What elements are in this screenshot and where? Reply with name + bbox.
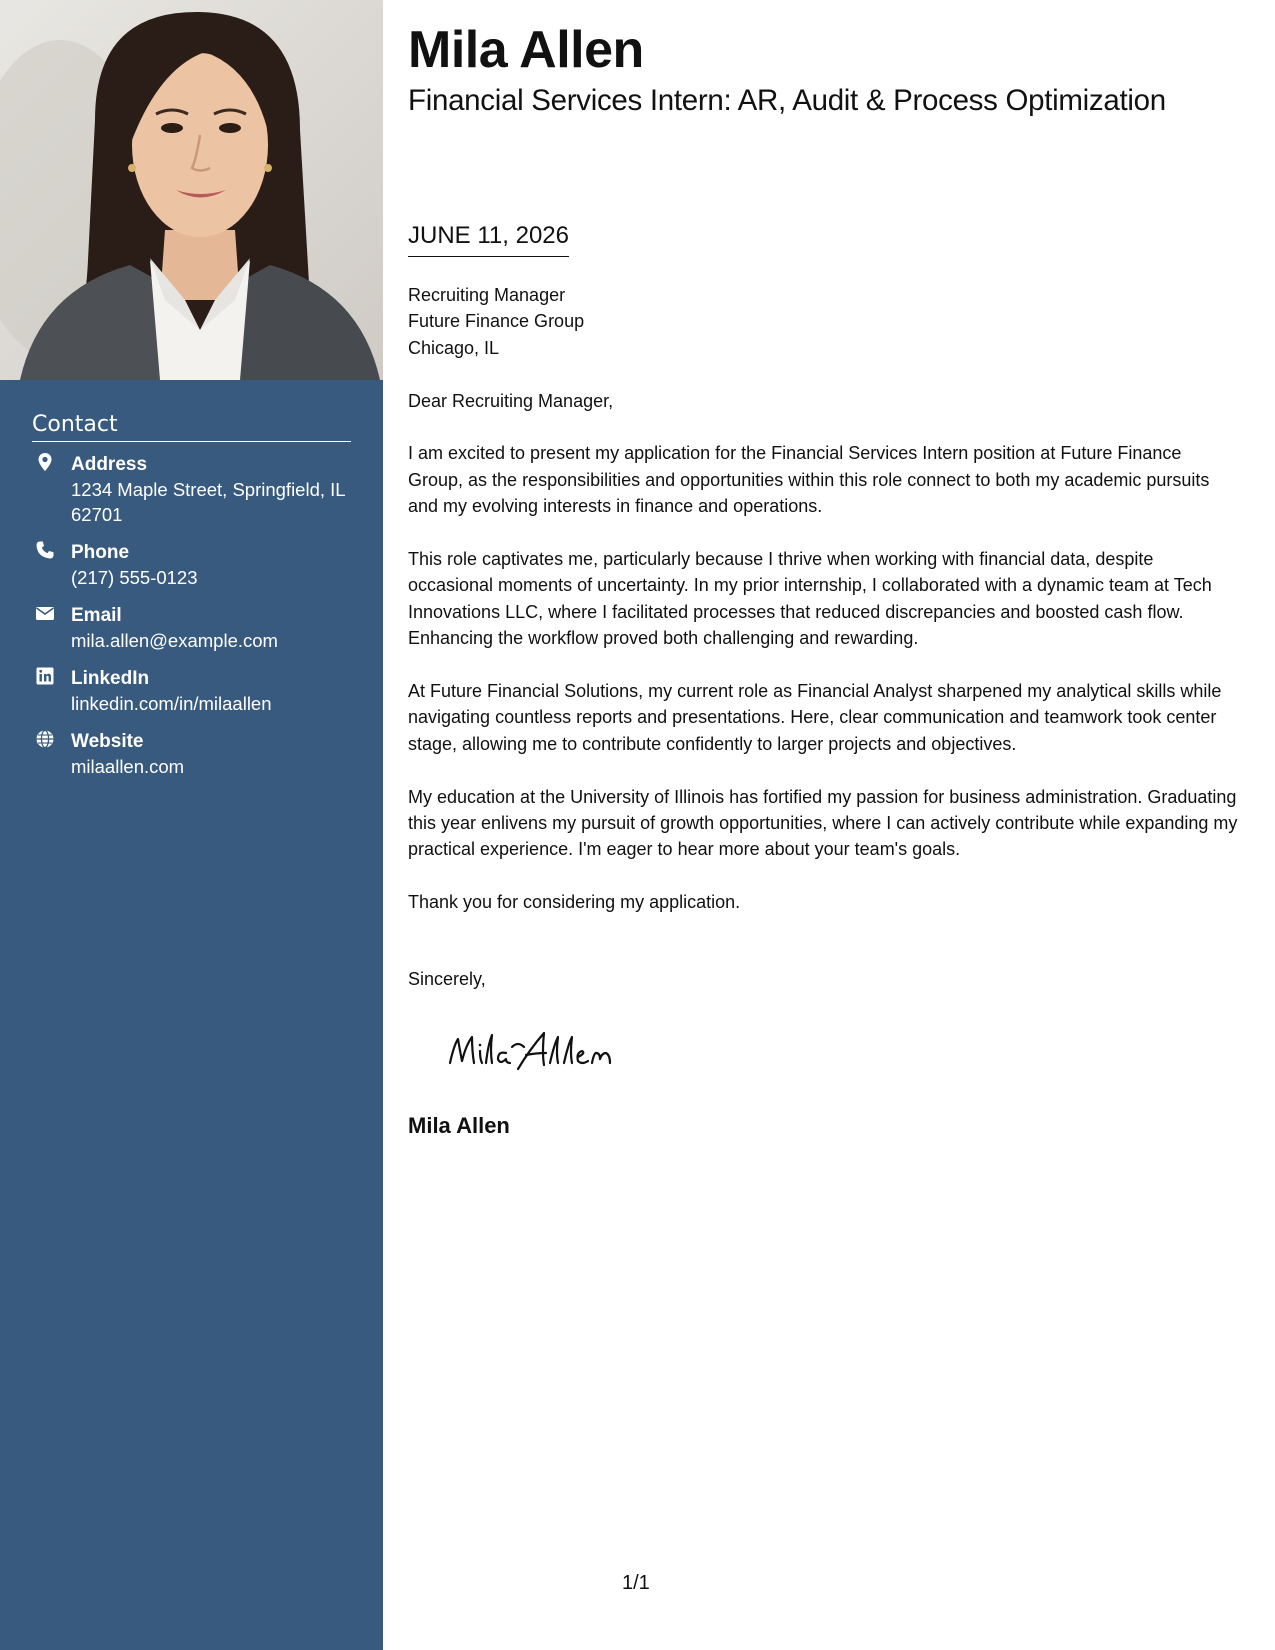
handwritten-signature (444, 1025, 644, 1085)
sidebar (0, 0, 383, 1650)
contact-website (32, 729, 351, 779)
contact-label: LinkedIn (71, 668, 150, 689)
letter-body (408, 282, 1238, 942)
contact-linkedin (32, 666, 351, 716)
letter-paragraph: At Future Financial Solutions, my current role as Financial Analyst sharpened my analytical skills while navigating countless reports and presentations. Here, clear communication and teamwork took center stage, allowing me to contribute confidently to larger projects and objectives. (408, 681, 1222, 754)
envelope-icon (35, 603, 55, 623)
letter-paragraph: My education at the University of Illinois has fortified my passion for business administration. Graduating this year enlivens my pursuit of growth opportunities, where I can actively contribute while expanding my practical experience. I'm eager to hear more about your team's goals. (408, 786, 1238, 860)
contact-value: (217) 555-0123 (71, 567, 198, 588)
letter-paragraph: Thank you for considering my application. (408, 892, 741, 913)
contact-value: linkedin.com/in/milaallen (71, 693, 272, 714)
contact-value: 1234 Maple Street, Springfield, IL 62701 (71, 479, 345, 525)
recipient-line: Recruiting Manager (408, 285, 566, 305)
recipient-line: Future Finance Group (408, 311, 585, 332)
signed-name: Mila Allen (408, 1113, 510, 1138)
recipient-block (408, 282, 1238, 361)
portrait-illustration (0, 0, 383, 380)
contact-address (32, 452, 351, 527)
letter-date: JUNE 11, 2026 (408, 222, 569, 257)
signature (444, 1025, 644, 1090)
recipient-line: Chicago, IL (408, 337, 500, 358)
salutation: Dear Recruiting Manager, (408, 390, 614, 411)
phone-icon (35, 540, 55, 560)
contact-value: mila.allen@example.com (71, 630, 278, 651)
contact-label: Website (71, 731, 144, 752)
contact-label: Email (71, 605, 122, 626)
contact-title: Contact (32, 412, 351, 442)
globe-icon (35, 729, 55, 749)
applicant-headline: Financial Services Intern: AR, Audit & Process Optimization (408, 84, 1166, 117)
contact-email (32, 603, 351, 653)
contact-section (32, 412, 351, 792)
contact-value: milaallen.com (71, 756, 185, 777)
closing: Sincerely, (408, 969, 486, 989)
map-pin-icon (35, 452, 55, 472)
linkedin-icon (35, 666, 55, 686)
page-number: 1/1 (622, 1572, 650, 1594)
profile-photo (0, 0, 383, 380)
letter-paragraph: This role captivates me, particularly because I thrive when working with financial data, despite occasional moments of uncertainty. In my prior internship, I collaborated with a dynamic team at Tech Innovations LLC, where I facilitated processes that reduced discrepancies and boosted cash flow. Enhancing the workflow proved both challenging and rewarding. (408, 549, 1212, 649)
contact-label: Address (71, 454, 148, 475)
letter-paragraph: I am excited to present my application for the Financial Services Intern position at Future Finance Group, as the responsibilities and opportunities within this role connect to both my academic pursuits and my evolving interests in finance and operations. (408, 443, 1210, 517)
applicant-name: Mila Allen (408, 21, 644, 79)
contact-label: Phone (71, 542, 130, 563)
contact-phone (32, 540, 351, 590)
